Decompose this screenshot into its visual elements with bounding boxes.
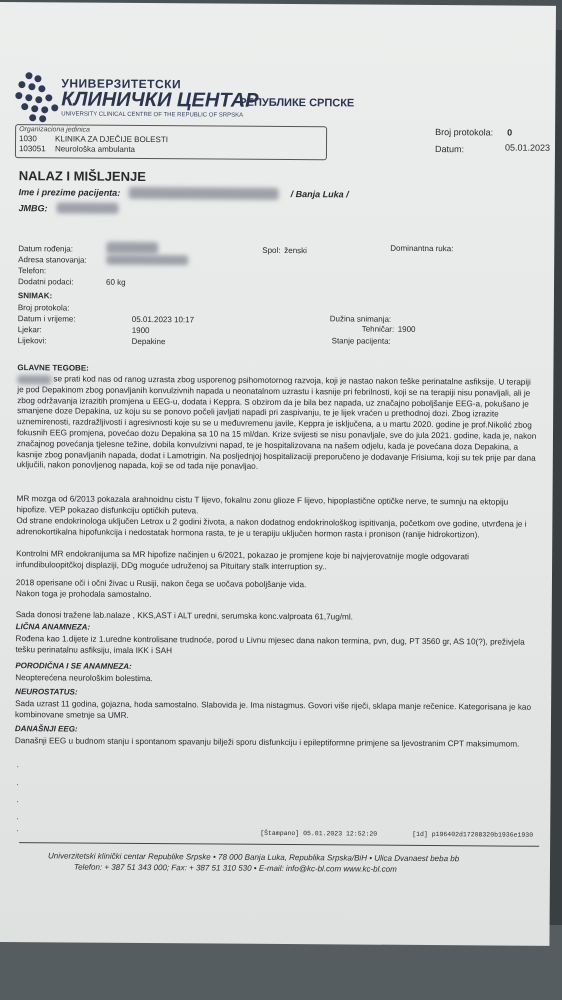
- family-history-text: Neopterećena neurološkim bolestima.: [15, 673, 153, 684]
- extra-data-value: 60 kg: [106, 277, 126, 287]
- logo-line-3: РЕПУБЛИКЕ СРПСКЕ: [239, 96, 355, 110]
- rec-state-label: Stanje pacijenta:: [331, 336, 391, 346]
- extra-data-label: Dodatni podaci:: [18, 277, 74, 287]
- org-name-2: Neurološka ambulanta: [54, 144, 136, 154]
- clinic-logo-icon: [15, 72, 59, 120]
- personal-history-heading: LIČNA ANAMNEZA:: [15, 622, 91, 632]
- patient-name-label: Ime i prezime pacijenta:: [18, 187, 121, 198]
- walking-text: Nakon toga je prohodala samostalno.: [15, 589, 152, 600]
- footer-address: Univerzitetski klinički centar Republike Srpske • 78 000 Banja Luka, Republika Srpska/BiH • Ulica Dvanaest beba bb: [48, 851, 460, 864]
- dob-label: Datum rođenja:: [18, 244, 74, 254]
- redacted-dob: [106, 242, 158, 254]
- org-code-2: 103051: [18, 144, 46, 154]
- bullet-dot: .: [16, 778, 19, 788]
- rec-meds-value: Depakine: [131, 336, 166, 347]
- gender-value: ženski: [284, 245, 307, 256]
- gender-label: Spol:: [262, 245, 281, 255]
- org-name-1: KLINIKA ZA DJEČIJE BOLESTI: [55, 134, 169, 145]
- rec-doctor-value: 1900: [131, 325, 150, 336]
- protocol-value: 0: [507, 127, 513, 138]
- protocol-label: Broj protokola:: [435, 127, 494, 138]
- logo-line-1: УНИВЕРЗИТЕТСКИ: [61, 76, 182, 92]
- bullet-dot: .: [16, 795, 19, 805]
- recording-heading: SNIMAK:: [17, 291, 53, 301]
- rec-datetime-value: 05.01.2023 10:17: [131, 314, 195, 325]
- phone-label: Telefon:: [18, 266, 47, 276]
- footer-contact: Telefon: + 387 51 343 000; Fax: + 387 51 310 530 • E-mail: info@kc-bl.com www.kc-bl.com: [73, 862, 397, 874]
- bullet-dot: .: [16, 812, 19, 822]
- neurostatus-text: Sada uzrast 11 godina, gojazna, hoda samostalno. Slabovida je. Ima nistagmus. Govori više riječi, sklapa manje rečenice. Kategorisana je kao kombinovane smetnje sa UMR.: [14, 699, 532, 720]
- date-label: Datum:: [434, 144, 465, 155]
- neurostatus-heading: NEUROSTATUS:: [15, 687, 78, 697]
- print-stamp: [Štampano] 05.01.2023 12:52:20: [260, 829, 378, 838]
- org-label: Organizaciona jedinica: [19, 126, 90, 134]
- dominant-hand-label: Dominantna ruka:: [390, 243, 454, 254]
- redacted-jmbg: [57, 202, 119, 213]
- document-page: [0, 2, 556, 946]
- surgery-text: 2018 operisane oči i očni živac u Rusiji, nakon čega se uočava poboljšanje vida.: [15, 578, 307, 590]
- rec-datetime-label: Datum i vrijeme:: [17, 314, 76, 324]
- bullet-dot: .: [16, 824, 19, 834]
- complaints-heading: GLAVNE TEGOBE:: [17, 363, 89, 373]
- page-title: NALAZ I MIŠLJENJE: [18, 168, 146, 185]
- today-eeg-heading: DANAŠNJI EEG:: [14, 724, 78, 734]
- logo-line-4: UNIVERSITY CLINICAL CENTRE OF THE REPUBLIC OF SRPSKA: [61, 111, 244, 119]
- date-value: 05.01.2023: [504, 142, 551, 153]
- bullet-dot: .: [16, 760, 19, 770]
- address-label: Adresa stanovanja:: [18, 255, 87, 265]
- control-mr-text: Kontrolni MR endokranijuma sa MR hipofize načinjen u 6/2021, pokazao je promjene koje bi najvjerovatnije mogle odgovarati infundibuloopitčkoj displaziji, DDg moguće udruženoj sa Pituitary stalk interruption sy..: [16, 549, 470, 572]
- redacted-name: [129, 187, 279, 200]
- print-stamp-code: [1d] p196402d17208320b1936e1930: [412, 830, 534, 839]
- logo-line-2: КЛИНИЧКИ ЦЕНТАР: [61, 88, 259, 112]
- redacted-address: [106, 255, 188, 266]
- rec-duration-label: Dužina snimanja:: [329, 314, 392, 324]
- endocrinology-text: Od strane endokrinologa uključen Letrox u 2 godini života, a nakon dodatnog endokrinološkog ispitivanja, početkom ove godine, utvrđena je i adrenokortikalna hipofunkcija i nedostatak hormona rasta, te je u terapiju uključen hormon rasta i pronison (ranije hidrokortizon).: [16, 516, 527, 540]
- rec-doctor-label: Ljekar:: [17, 325, 42, 335]
- footer-divider: [19, 842, 539, 847]
- complaints-text: se prati kod nas od ranog uzrasta zbog usporenog psihomotornog razvoja, koji je nastao nakon teške perinatalne asfiksije. U terapiji je pod Depakinom zbog ponavljanih konvulzivnih napada u neonatalnom uzrastu i kasnije pri febrilnosti, koji se na terapiji nisu ponavljali, ali je zbog održavanja izrazitih promjena u EEG-u, dodata i Keppra. S obzirom da je bila bez napada, uz značajno poboljšanje EEG-a, pokušano je smanjene doze Depakina, uz koju su se ponovo počeli javljati napadi pri zaspivanju, te je lijek vraćen u prethodnoj dozi. Zbog izrazite uznemirenosti, razdražljivosti i agresivnosti koje su se u međuvremenu javile, Keppra je isključena, a u martu 2020. godine je prof.Nikolić zbog fokusnih EEG promjena, povećao dozu Depakina sa 10 na 15 ml/dan. Krize svijesti se nisu ponavljale, sve do jula 2021. godine, kada je, nakon značajnog povećanja tjelesne težine, dobila konvulzivni napad, te je hospitalizovana na našem odjelu, kada je povećana doza Depakina, a kasnije zbog ponavljanih napada, dodat i Lamotrigin. Na posljednjoj hospitalizaciji preporučeno je dodavanje Frisiuma, koji su tek prije par dana uključili, nakon ponovljenog napada, koji se od tada nije ponavljao.: [16, 374, 537, 472]
- personal-history-text: Rođena kao 1.dijete iz 1.uredne kontrolisane trudnoće, porod u Livnu mjesec dana nakon termina, pvn, dug, PT 3560 gr, AS 10(?), preživjela tešku perinatalnu asfiksiju, imala IKK i SAH: [15, 634, 525, 656]
- rec-technician-label: Tehničar:: [361, 324, 395, 334]
- rec-technician-value: 1900: [397, 324, 416, 334]
- rec-meds-label: Lijekovi:: [17, 336, 47, 346]
- patient-city: / Banja Luka /: [290, 189, 349, 200]
- mr-text: MR mozga od 6/2013 pokazala arahnoidnu cistu T lijevo, fokalnu zonu glioze F lijevo, hipoplastične optičke nerve, te sumnju na ektopiju hipofize. VEP pokazao disfunkciju optičkih puteva.: [16, 494, 509, 516]
- labs-text: Sada donosi tražene lab.nalaze , KKS,AST i ALT uredni, serumska konc.valproata 61,7ug/ml.: [15, 610, 353, 622]
- rec-protocol-label: Broj protokola:: [17, 303, 70, 313]
- jmbg-label: JMBG:: [18, 203, 48, 214]
- org-code-1: 1030: [19, 134, 37, 144]
- family-history-heading: PORODIČNA I SE ANAMNEZA:: [15, 661, 132, 671]
- today-eeg-text: Današnji EEG u budnom stanju i spontanom spavanju bilježi sporu disfunkciju i epileptiformne primjene sa ljevostranim CPT maksimumom.: [14, 736, 520, 749]
